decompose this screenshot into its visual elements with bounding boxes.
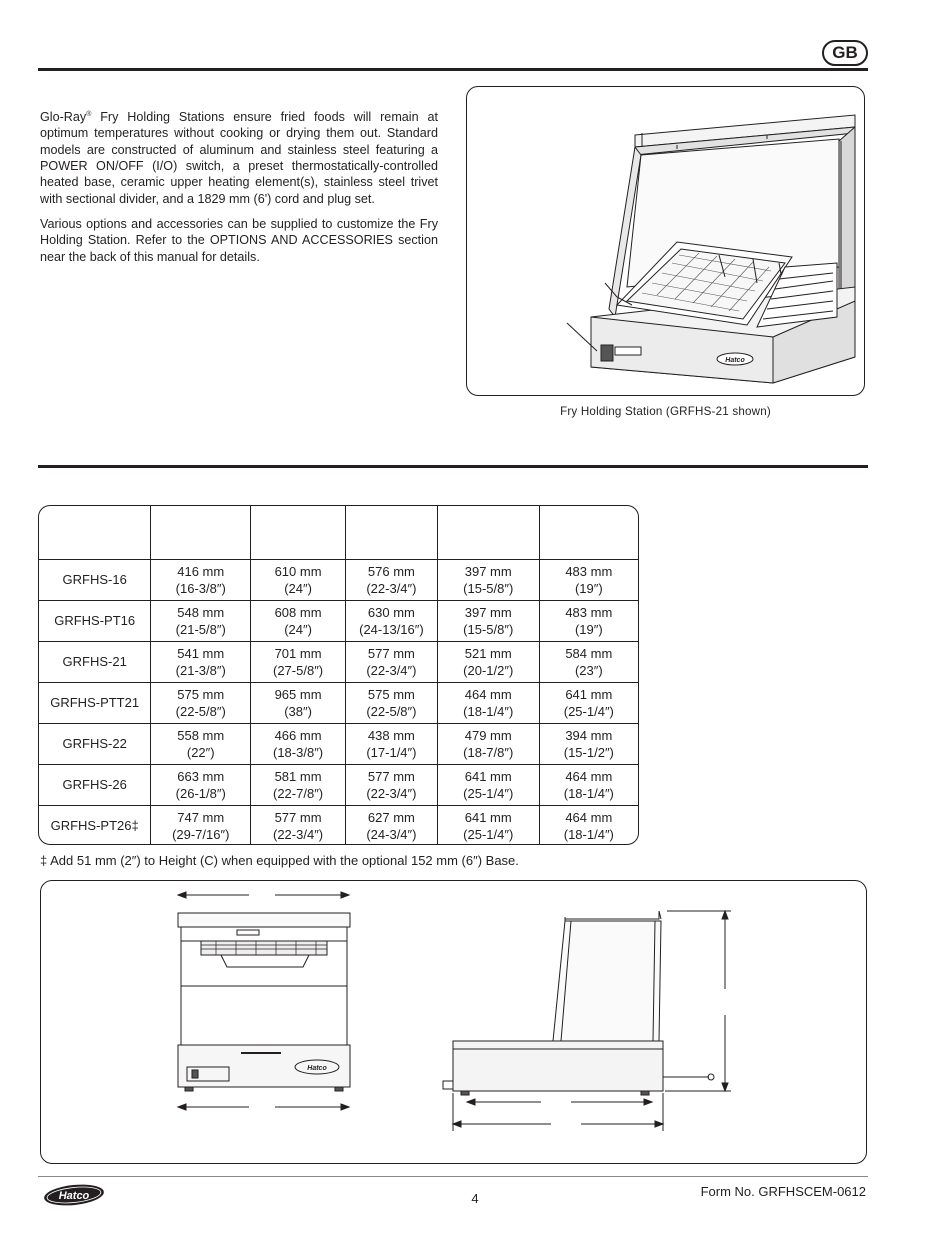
value-cell: 575 mm (22-5/8″) — [151, 682, 251, 723]
value-cell: 397 mm (15-5/8″) — [437, 600, 539, 641]
photo-brand-mark: Hatco — [725, 357, 745, 364]
table-row — [39, 723, 638, 764]
value-cell: 576 mm (22-3/4″) — [345, 559, 437, 600]
table-row — [39, 600, 638, 641]
header-col-5 — [539, 506, 638, 559]
value-cell: 584 mm (23″) — [539, 641, 638, 682]
registered-mark: ® — [86, 111, 92, 118]
header-col-4 — [437, 506, 539, 559]
footer-rule — [38, 1176, 868, 1177]
value-cell: 438 mm (17-1/4″) — [345, 723, 437, 764]
value-cell: 747 mm (29-7/16″) — [151, 805, 251, 845]
value-cell: 479 mm (18-7/8″) — [437, 723, 539, 764]
intro-paragraph-1 — [40, 107, 438, 207]
table-row — [39, 805, 638, 845]
value-cell: 483 mm (19″) — [539, 559, 638, 600]
intro-paragraph-1-text: Fry Holding Stations ensure fried foods will remain at optimum temperatures without cooking or drying them out. Standard models are constructed of aluminum and stainless steel featuring a POWER ON/OFF (I/O) switch, a preset thermostatically-controlled heated base, ceramic upper heating element(s), stainless steel trivet with sectional divider, and a 1829 mm (6') cord and plug set. — [40, 110, 438, 206]
value-cell: 416 mm (16-3/8″) — [151, 559, 251, 600]
photo-caption: Fry Holding Station (GRFHS-21 shown) — [560, 405, 771, 418]
value-cell: 965 mm (38″) — [251, 682, 346, 723]
value-cell: 610 mm (24″) — [251, 559, 346, 600]
dimension-drawings-frame — [40, 880, 867, 1164]
value-cell: 548 mm (21-5/8″) — [151, 600, 251, 641]
value-cell: 466 mm (18-3/8″) — [251, 723, 346, 764]
intro-paragraph-2: Various options and accessories can be supplied to customize the Fry Holding Station. Refer to the OPTIONS AND ACCESSORIES section near the back of this manual for details. — [40, 216, 438, 264]
model-cell: GRFHS-PT16 — [39, 600, 151, 641]
language-badge: GB — [822, 40, 868, 66]
header-col-2 — [251, 506, 346, 559]
value-cell: 701 mm (27-5/8″) — [251, 641, 346, 682]
value-cell: 608 mm (24″) — [251, 600, 346, 641]
value-cell: 464 mm (18-1/4″) — [539, 764, 638, 805]
dimension-drawings — [41, 881, 867, 1164]
dimensions-table-grid — [39, 506, 638, 845]
header-col-1 — [151, 506, 251, 559]
brand-name: Glo-Ray — [40, 110, 87, 125]
value-cell: 541 mm (21-3/8″) — [151, 641, 251, 682]
value-cell: 641 mm (25-1/4″) — [539, 682, 638, 723]
table-header-row — [39, 506, 638, 559]
dimensions-table — [38, 505, 639, 845]
value-cell: 521 mm (20-1/2″) — [437, 641, 539, 682]
fry-holding-station-illustration — [467, 87, 865, 396]
value-cell: 575 mm (22-5/8″) — [345, 682, 437, 723]
value-cell: 464 mm (18-1/4″) — [437, 682, 539, 723]
value-cell: 397 mm (15-5/8″) — [437, 559, 539, 600]
value-cell: 394 mm (15-1/2″) — [539, 723, 638, 764]
table-row — [39, 559, 638, 600]
svg-text:Hatco: Hatco — [307, 1065, 327, 1072]
value-cell: 577 mm (22-3/4″) — [345, 641, 437, 682]
page-number: 4 — [471, 1191, 479, 1206]
table-row — [39, 641, 638, 682]
value-cell: 483 mm (19″) — [539, 600, 638, 641]
value-cell: 464 mm (18-1/4″) — [563, 809, 614, 842]
value-cell: 641 mm (25-1/4″) — [437, 764, 539, 805]
form-number: Form No. GRFHSCEM-0612 — [700, 1184, 866, 1199]
value-cell: 558 mm (22″) — [151, 723, 251, 764]
model-cell: GRFHS-21 — [39, 641, 151, 682]
value-cell: 641 mm (25-1/4″) — [437, 805, 539, 845]
intro-text — [40, 107, 438, 274]
model-cell: GRFHS-16 — [39, 559, 151, 600]
model-cell: GRFHS-26 — [39, 764, 151, 805]
header-col-3 — [345, 506, 437, 559]
logo-text: Hatco — [58, 1190, 90, 1202]
value-cell: 577 mm (22-3/4″) — [345, 764, 437, 805]
value-cell: 581 mm (22-7/8″) — [251, 764, 346, 805]
value-cell: 627 mm (24-3/4″) — [345, 805, 437, 845]
header-model — [39, 506, 151, 559]
value-cell: 663 mm (26-1/8″) — [151, 764, 251, 805]
table-footnote: ‡ Add 51 mm (2″) to Height (C) when equipped with the optional 152 mm (6″) Base. — [40, 853, 519, 868]
table-row — [39, 682, 638, 723]
section-rule — [38, 465, 868, 468]
table-row — [39, 764, 638, 805]
model-cell: GRFHS-PT26‡ — [39, 805, 151, 845]
model-cell: GRFHS-22 — [39, 723, 151, 764]
value-cell: 577 mm (22-3/4″) — [251, 805, 346, 845]
product-illustration-frame — [466, 86, 865, 396]
model-cell: GRFHS-PTT21 — [39, 682, 151, 723]
value-cell: 630 mm (24-13/16″) — [345, 600, 437, 641]
header-rule — [38, 68, 868, 71]
